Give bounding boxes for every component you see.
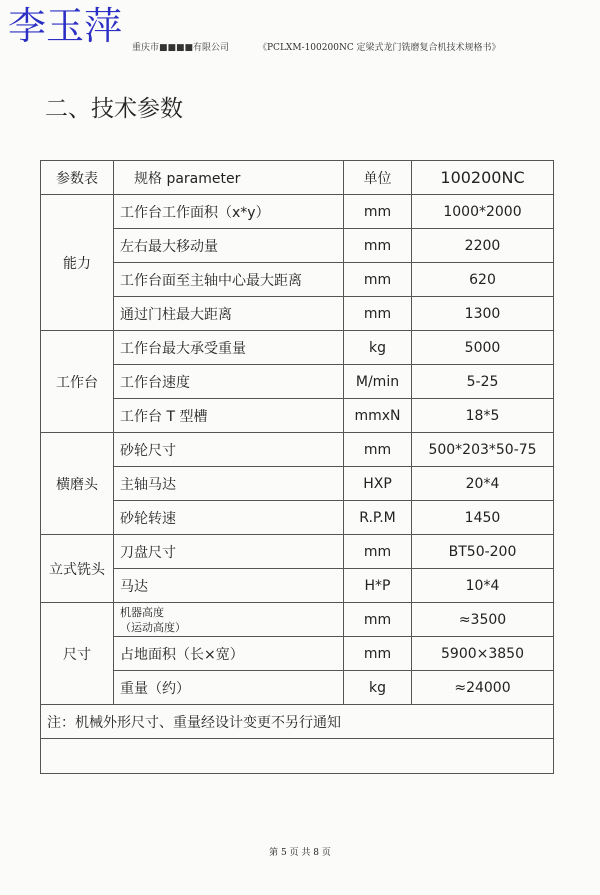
unit: HXP [344,467,412,501]
unit: mm [344,297,412,331]
table-row [41,365,554,399]
value: 20*4 [412,467,554,501]
value: ≈3500 [412,603,554,637]
param-name: 工作台工作面积（x*y） [114,195,344,229]
unit: mm [344,433,412,467]
table-row [41,229,554,263]
company-name: 重庆市■■■■有限公司 [132,43,230,53]
header-cell: 规格 parameter [114,161,344,195]
value: 500*203*50-75 [412,433,554,467]
group-label: 横磨头 [41,433,114,535]
table-row [41,195,554,229]
table-row [41,603,554,637]
table-row [41,501,554,535]
unit: mmxN [344,399,412,433]
header-cell: 100200NC [412,161,554,195]
param-name: 刀盘尺寸 [114,535,344,569]
table-row [41,671,554,705]
param-name: 马达 [114,569,344,603]
watermark-name: 李玉萍 [8,4,123,48]
unit: mm [344,637,412,671]
value: 2200 [412,229,554,263]
value: 5000 [412,331,554,365]
group-label: 尺寸 [41,603,114,705]
table-row [41,433,554,467]
table-row [41,263,554,297]
param-name: 工作台最大承受重量 [114,331,344,365]
value: 620 [412,263,554,297]
table-row [41,467,554,501]
note-row [41,705,554,739]
unit: mm [344,229,412,263]
table-row [41,297,554,331]
group-label: 立式铣头 [41,535,114,603]
value: BT50-200 [412,535,554,569]
unit: mm [344,195,412,229]
unit: mm [344,603,412,637]
value: 1450 [412,501,554,535]
param-name: 占地面积（长×宽） [114,637,344,671]
param-name: 主轴马达 [114,467,344,501]
unit: R.P.M [344,501,412,535]
group-label: 工作台 [41,331,114,433]
document-title: 《PCLXM-100200NC 定梁式龙门铣磨复合机技术规格书》 [258,43,501,53]
table-row [41,637,554,671]
value: 5-25 [412,365,554,399]
group-label: 能力 [41,195,114,331]
value: ≈24000 [412,671,554,705]
unit: kg [344,671,412,705]
table-row [41,535,554,569]
page-number: 第 5 页 共 8 页 [269,848,331,858]
param-name: 工作台面至主轴中心最大距离 [114,263,344,297]
param-name: 砂轮转速 [114,501,344,535]
section-title: 二、技术参数 [45,96,183,122]
param-name: 砂轮尺寸 [114,433,344,467]
note: 注：机械外形尺寸、重量经设计变更不另行通知 [41,705,554,739]
header-cell: 参数表 [41,161,114,195]
unit: M/min [344,365,412,399]
unit: mm [344,263,412,297]
param-name: 通过门柱最大距离 [114,297,344,331]
header-cell: 单位 [344,161,412,195]
empty-row [41,739,554,774]
empty-cell [41,739,554,774]
unit: H*P [344,569,412,603]
value: 1300 [412,297,554,331]
param-name: 机器高度 （运动高度） [114,603,344,637]
value: 5900×3850 [412,637,554,671]
value: 10*4 [412,569,554,603]
spec-table [40,160,554,774]
param-name: 工作台 T 型槽 [114,399,344,433]
value: 1000*2000 [412,195,554,229]
value: 18*5 [412,399,554,433]
table-row [41,331,554,365]
param-name: 工作台速度 [114,365,344,399]
table-row [41,569,554,603]
unit: mm [344,535,412,569]
param-name: 重量（约） [114,671,344,705]
table-row [41,399,554,433]
param-name: 左右最大移动量 [114,229,344,263]
table-header-row [41,161,554,195]
unit: kg [344,331,412,365]
